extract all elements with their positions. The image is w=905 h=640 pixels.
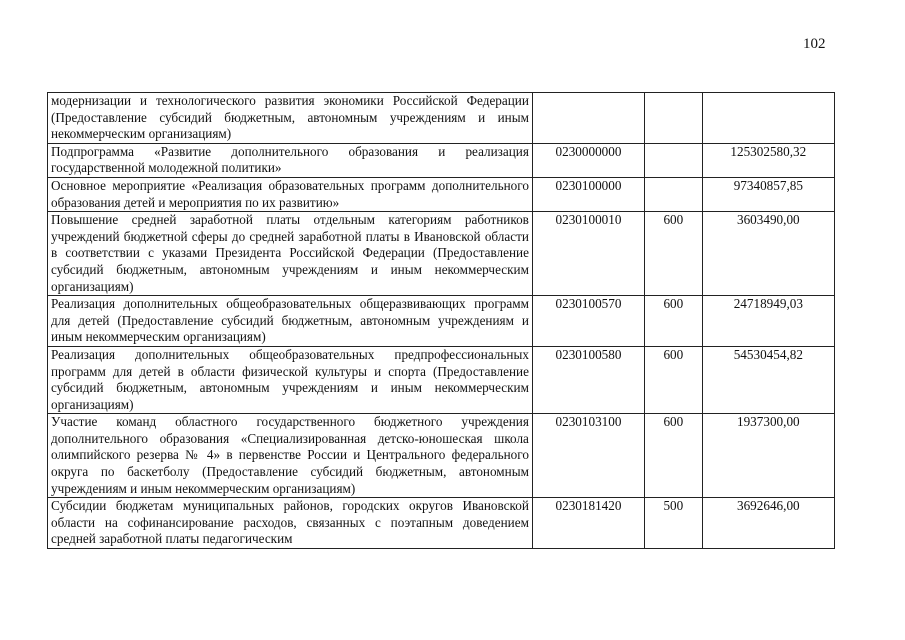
table-row [48, 414, 835, 498]
row-sum-cell: 125302580,32 [702, 143, 834, 177]
table-row [48, 143, 835, 177]
row-sum-cell: 3603490,00 [702, 212, 834, 296]
row-type-cell: 600 [645, 212, 703, 296]
row-code-cell: 0230103100 [532, 414, 644, 498]
row-type-cell: 500 [645, 498, 703, 549]
row-code-cell: 0230000000 [532, 143, 644, 177]
table-row [48, 93, 835, 144]
row-code-cell [532, 93, 644, 144]
row-sum-cell [702, 93, 834, 144]
row-type-cell: 600 [645, 296, 703, 347]
row-type-cell [645, 93, 703, 144]
row-code-cell: 0230100580 [532, 346, 644, 413]
row-code-cell: 0230100570 [532, 296, 644, 347]
row-name-cell: Основное мероприятие «Реализация образовательных программ дополнительного образования детей и мероприятия по их развитию» [48, 177, 533, 211]
row-code-cell: 0230100000 [532, 177, 644, 211]
table-row [48, 296, 835, 347]
row-sum-cell: 54530454,82 [702, 346, 834, 413]
row-sum-cell: 3692646,00 [702, 498, 834, 549]
row-type-cell: 600 [645, 414, 703, 498]
row-name-cell: Реализация дополнительных общеобразовательных общеразвивающих программ для детей (Предоставление субсидий бюджетным, автономным учреждениям и иным некоммерческим организациям) [48, 296, 533, 347]
row-type-cell [645, 177, 703, 211]
row-name-cell: Подпрограмма «Развитие дополнительного образования и реализация государственной молодежной политики» [48, 143, 533, 177]
row-sum-cell: 97340857,85 [702, 177, 834, 211]
page-number: 102 [803, 36, 826, 52]
row-name-cell: Реализация дополнительных общеобразовательных предпрофессиональных программ для детей в области физической культуры и спорта (Предоставление субсидий бюджетным, автономным учреждениям и иным некоммерческим организациям) [48, 346, 533, 413]
row-name-cell: Участие команд областного государственного бюджетного учреждения дополнительного образования «Специализированная детско-юношеская школа олимпийского резерва № 4» в первенстве России и Центрального федерального округа по баскетболу (Предоставление субсидий бюджетным, автономным учреждениям и иным некоммерческим организациям) [48, 414, 533, 498]
table-row [48, 346, 835, 413]
table-row [48, 498, 835, 549]
row-name-cell: модернизации и технологического развития экономики Российской Федерации (Предоставление субсидий бюджетным, автономным учреждениям и иным некоммерческим организациям) [48, 93, 533, 144]
table-row [48, 177, 835, 211]
row-name-text: Субсидии бюджетам муниципальных районов, городских округов Ивановской области на софинансирование расходов, связанных с поэтапным доведением средней заработной платы педагогическим [51, 498, 529, 547]
row-type-cell [645, 143, 703, 177]
row-code-cell: 0230100010 [532, 212, 644, 296]
row-type-cell: 600 [645, 346, 703, 413]
budget-table [47, 92, 835, 549]
row-sum-cell: 24718949,03 [702, 296, 834, 347]
row-name-cell [48, 498, 533, 549]
row-name-cell: Повышение средней заработной платы отдельным категориям работников учреждений бюджетной сферы до средней заработной платы в Ивановской области в соответствии с указами Президента Российской Федерации (Предоставление субсидий бюджетным, автономным учреждениям и иным некоммерческим организациям) [48, 212, 533, 296]
table-row [48, 212, 835, 296]
row-code-cell: 0230181420 [532, 498, 644, 549]
row-sum-cell: 1937300,00 [702, 414, 834, 498]
